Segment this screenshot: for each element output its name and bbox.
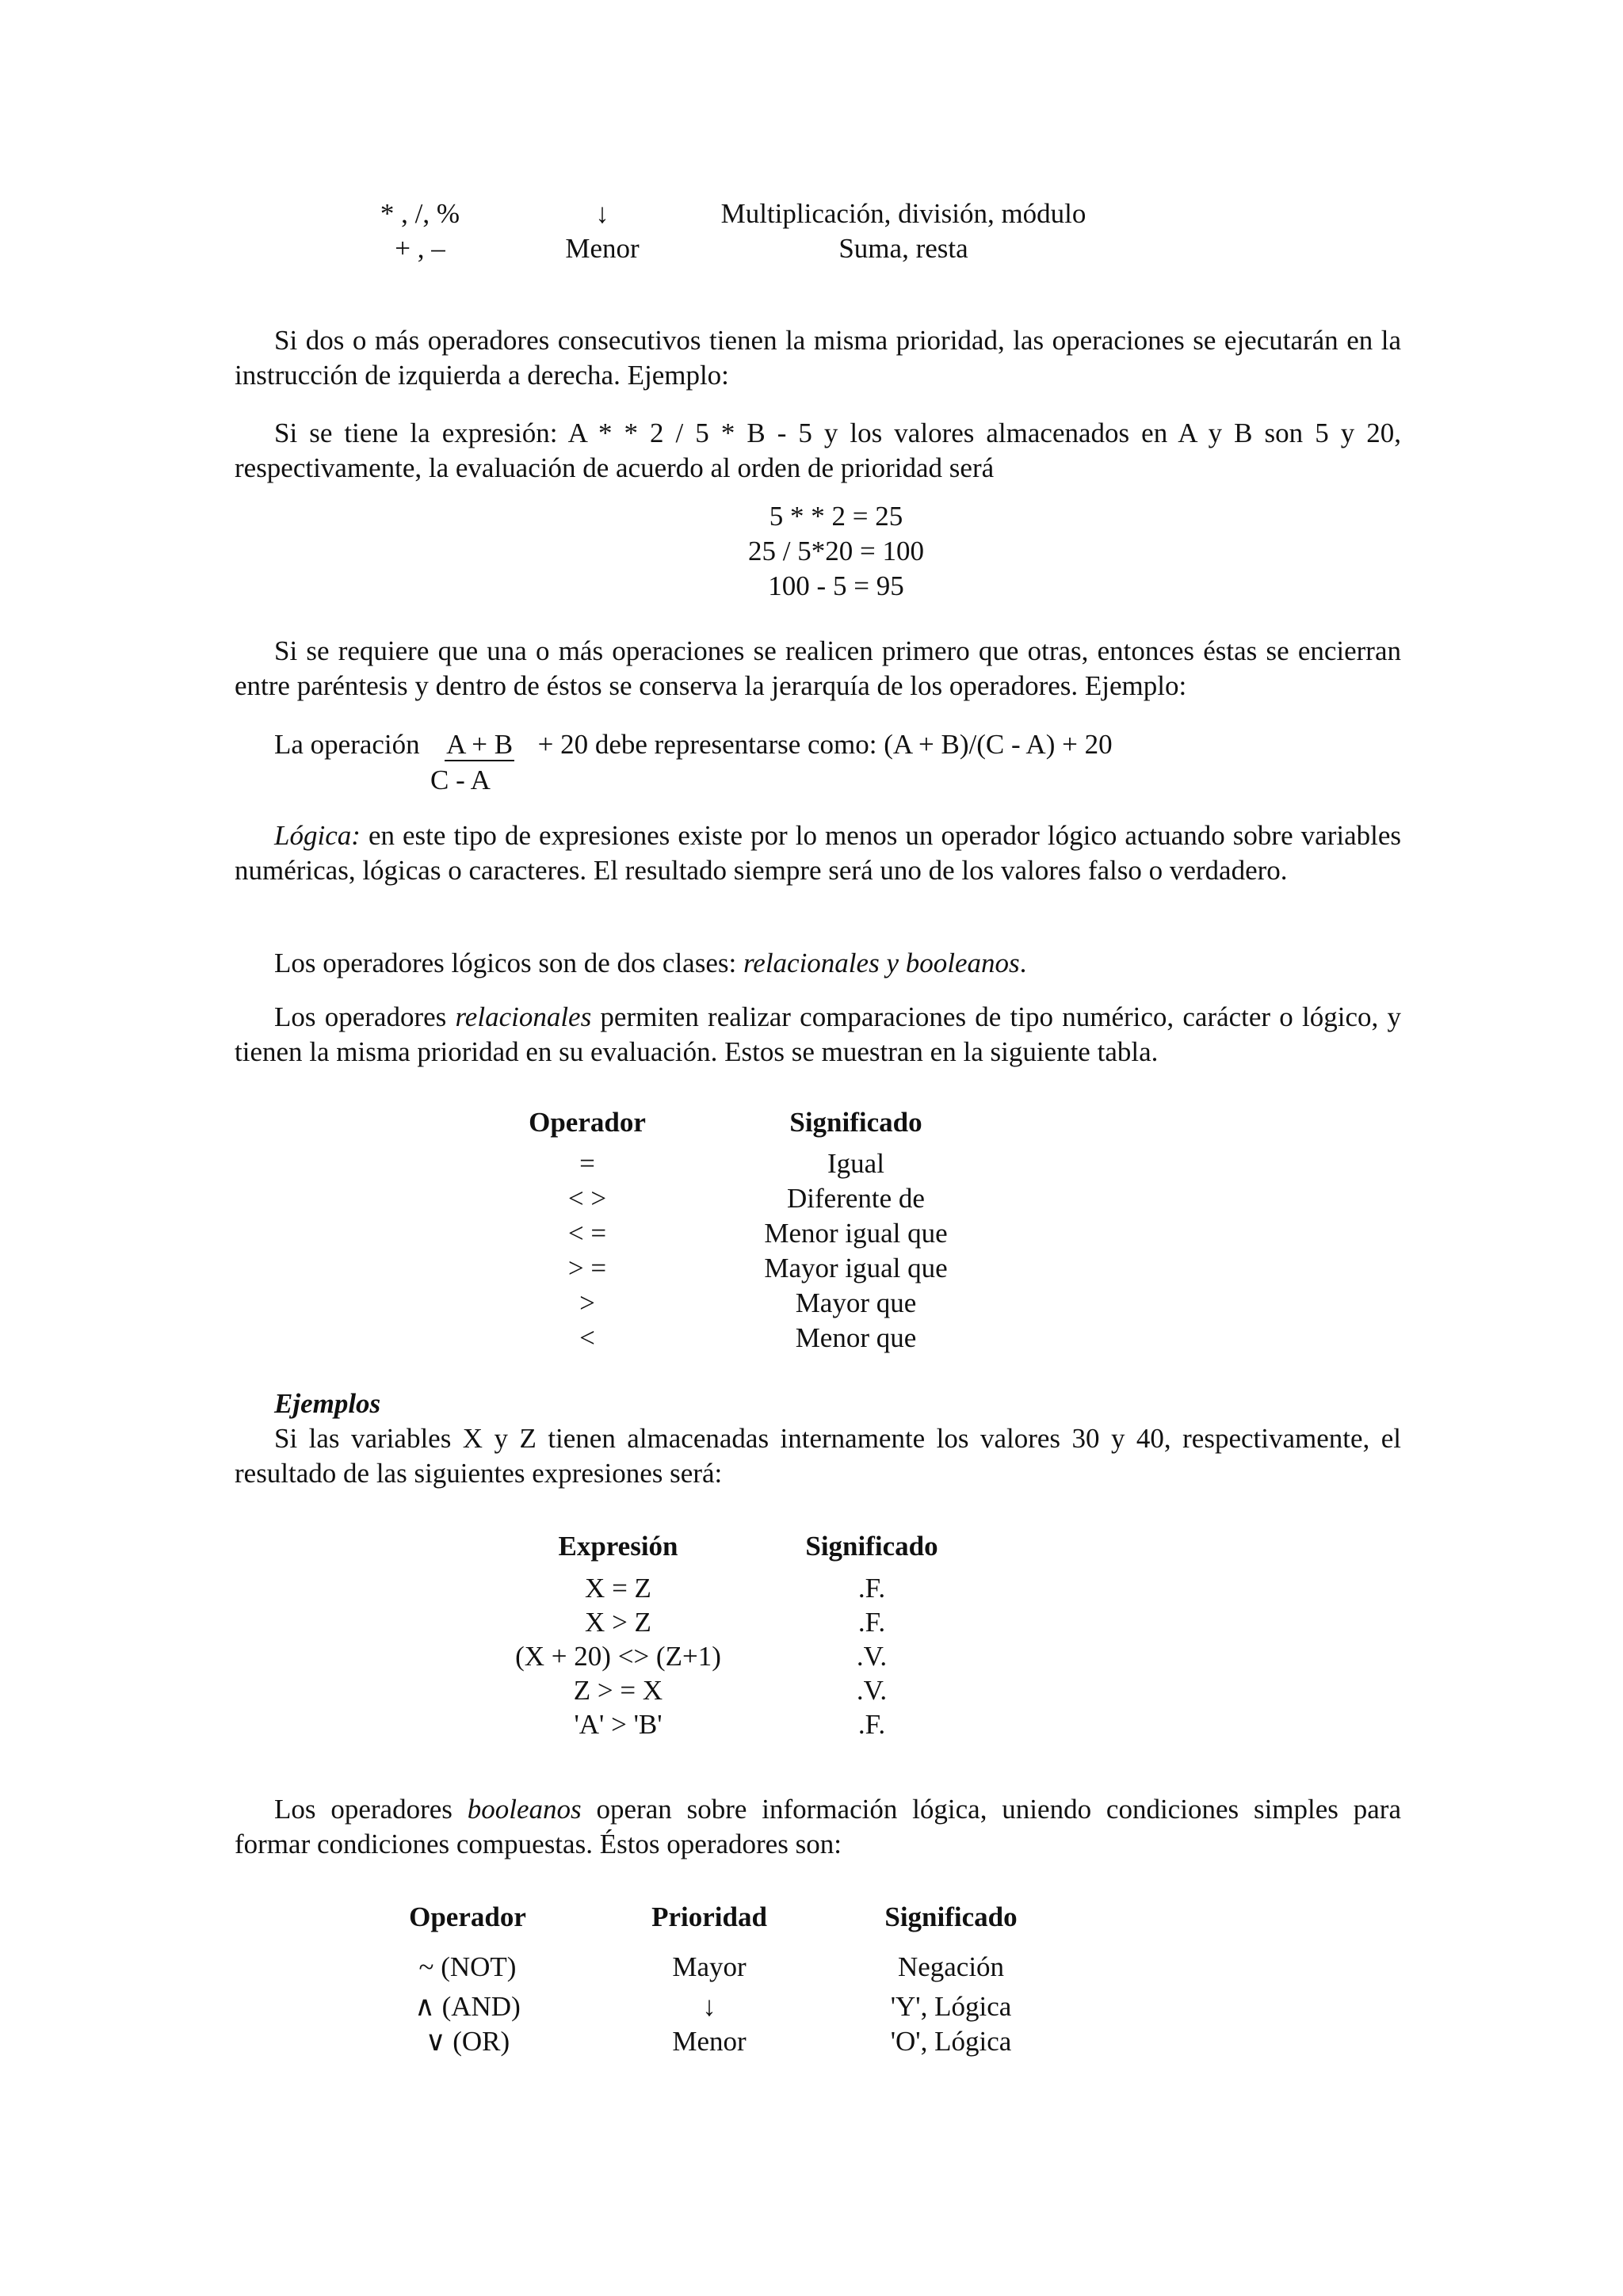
bool-priority-2: ↓ bbox=[702, 1991, 716, 2022]
expr-expression-5: 'A' > 'B' bbox=[574, 1709, 663, 1740]
bool-op-1: ~ (NOT) bbox=[418, 1951, 517, 1982]
booleanos-term: booleanos bbox=[467, 1794, 582, 1825]
relacionales-pre: Los operadores bbox=[274, 1001, 456, 1032]
bool-op-2: ∧ (AND) bbox=[414, 1991, 521, 2022]
fraction-suffix: + 20 debe representarse como: (A + B)/(C - A) + 20 bbox=[537, 729, 1113, 760]
expr-result-3: .V. bbox=[856, 1641, 888, 1672]
booleanos-pre: Los operadores bbox=[274, 1794, 468, 1825]
rel-meaning-5: Mayor que bbox=[795, 1287, 917, 1318]
paragraph-ejemplos: Si las variables X y Z tienen almacenadas internamente los valores 30 y 40, respectivamente, el resultado de las siguientes expresiones será: bbox=[235, 1423, 1401, 1489]
paragraph-expression: Si se tiene la expresión: A * * 2 / 5 * B - 5 y los valores almacenados en A y B son 5 y 20, respectivamente, la evaluación de acuerdo al orden de prioridad será bbox=[235, 418, 1401, 483]
bool-priority-1: Mayor bbox=[672, 1951, 747, 1982]
fraction-prefix: La operación bbox=[274, 729, 420, 760]
rel-meaning-3: Menor igual que bbox=[764, 1218, 948, 1249]
rel-meaning-6: Menor que bbox=[795, 1322, 917, 1353]
expr-expression-2: X > Z bbox=[585, 1607, 651, 1638]
logica-text: en este tipo de expresiones existe por lo menos un operador lógico actuando sobre variables numéricas, lógicas o caracteres. El resultado siempre será uno de los valores falso o verdadero. bbox=[235, 820, 1401, 886]
paragraph-booleanos bbox=[235, 1792, 1401, 1862]
clases-text: Los operadores lógicos son de dos clases: bbox=[274, 948, 743, 978]
expr-expression-1: X = Z bbox=[585, 1573, 651, 1604]
paragraph-parentheses: Si se requiere que una o más operaciones se realicen primero que otras, entonces éstas se encierran entre paréntesis y dentro de éstos se conserva la jerarquía de los operadores. Ejemplo: bbox=[235, 635, 1401, 701]
prio-op-2: + , – bbox=[395, 233, 445, 264]
rel-op-4: > = bbox=[567, 1253, 607, 1283]
rel-op-3: < = bbox=[567, 1218, 607, 1249]
fraction-denominator: C - A bbox=[430, 765, 491, 795]
rel-header-significado: Significado bbox=[789, 1107, 922, 1138]
eval-step-1: 5 * * 2 = 25 bbox=[769, 501, 903, 532]
eval-step-3: 100 - 5 = 95 bbox=[768, 570, 904, 601]
rel-meaning-2: Diferente de bbox=[787, 1183, 925, 1214]
ejemplos-heading: Ejemplos bbox=[274, 1388, 381, 1419]
expr-result-4: .V. bbox=[856, 1675, 888, 1706]
eval-step-2: 25 / 5*20 = 100 bbox=[748, 536, 924, 566]
paragraph-relacionales bbox=[235, 1000, 1401, 1070]
rel-header-operador: Operador bbox=[529, 1107, 646, 1138]
paragraph-clases bbox=[235, 946, 1401, 981]
relacionales-post: permiten realizar comparaciones de tipo numérico, carácter o lógico, y tienen la misma prioridad en su evaluación. Estos se muestran en la siguiente tabla. bbox=[235, 1001, 1401, 1067]
rel-op-2: < > bbox=[567, 1183, 607, 1214]
expr-result-1: .F. bbox=[857, 1573, 886, 1604]
logica-term: Lógica: bbox=[274, 820, 361, 851]
bool-meaning-2: 'Y', Lógica bbox=[890, 1991, 1012, 2022]
prio-desc-1: Multiplicación, división, módulo bbox=[720, 198, 1086, 229]
bool-header-significado: Significado bbox=[884, 1901, 1018, 1932]
clases-end: . bbox=[1019, 948, 1027, 978]
rel-meaning-4: Mayor igual que bbox=[764, 1253, 948, 1283]
expr-result-5: .F. bbox=[857, 1709, 886, 1740]
bool-meaning-1: Negación bbox=[897, 1951, 1005, 1982]
bool-priority-3: Menor bbox=[672, 2026, 747, 2057]
fraction-example-line bbox=[274, 727, 1113, 762]
prio-desc-2: Suma, resta bbox=[838, 233, 968, 264]
paragraph-logica bbox=[235, 818, 1401, 888]
rel-op-6: < bbox=[579, 1322, 595, 1353]
expr-header-significado: Significado bbox=[805, 1531, 938, 1562]
paragraph-same-priority: Si dos o más operadores consecutivos tienen la misma prioridad, las operaciones se ejecutarán en la instrucción de izquierda a derecha. Ejemplo: bbox=[235, 325, 1401, 391]
rel-meaning-1: Igual bbox=[827, 1148, 884, 1179]
rel-op-1: = bbox=[579, 1148, 595, 1179]
bool-header-prioridad: Prioridad bbox=[651, 1901, 767, 1932]
bool-meaning-3: 'O', Lógica bbox=[890, 2026, 1012, 2057]
bool-op-3: ∨ (OR) bbox=[425, 2026, 510, 2057]
bool-header-operador: Operador bbox=[409, 1901, 526, 1932]
clases-term: relacionales y booleanos bbox=[743, 948, 1020, 978]
expr-header-expresion: Expresión bbox=[558, 1531, 678, 1562]
expr-result-2: .F. bbox=[857, 1607, 886, 1638]
prio-level-2: Menor bbox=[565, 233, 640, 264]
booleanos-post: operan sobre información lógica, uniendo condiciones simples para formar condiciones compuestas. Éstos operadores son: bbox=[235, 1794, 1401, 1859]
fraction-numerator: A + B bbox=[446, 729, 514, 760]
prio-op-1: * , /, % bbox=[380, 198, 460, 229]
expr-expression-3: (X + 20) <> (Z+1) bbox=[515, 1641, 721, 1672]
relacionales-term: relacionales bbox=[455, 1001, 592, 1032]
expr-expression-4: Z > = X bbox=[573, 1675, 663, 1706]
rel-op-5: > bbox=[579, 1287, 595, 1318]
prio-level-1: ↓ bbox=[595, 198, 609, 229]
